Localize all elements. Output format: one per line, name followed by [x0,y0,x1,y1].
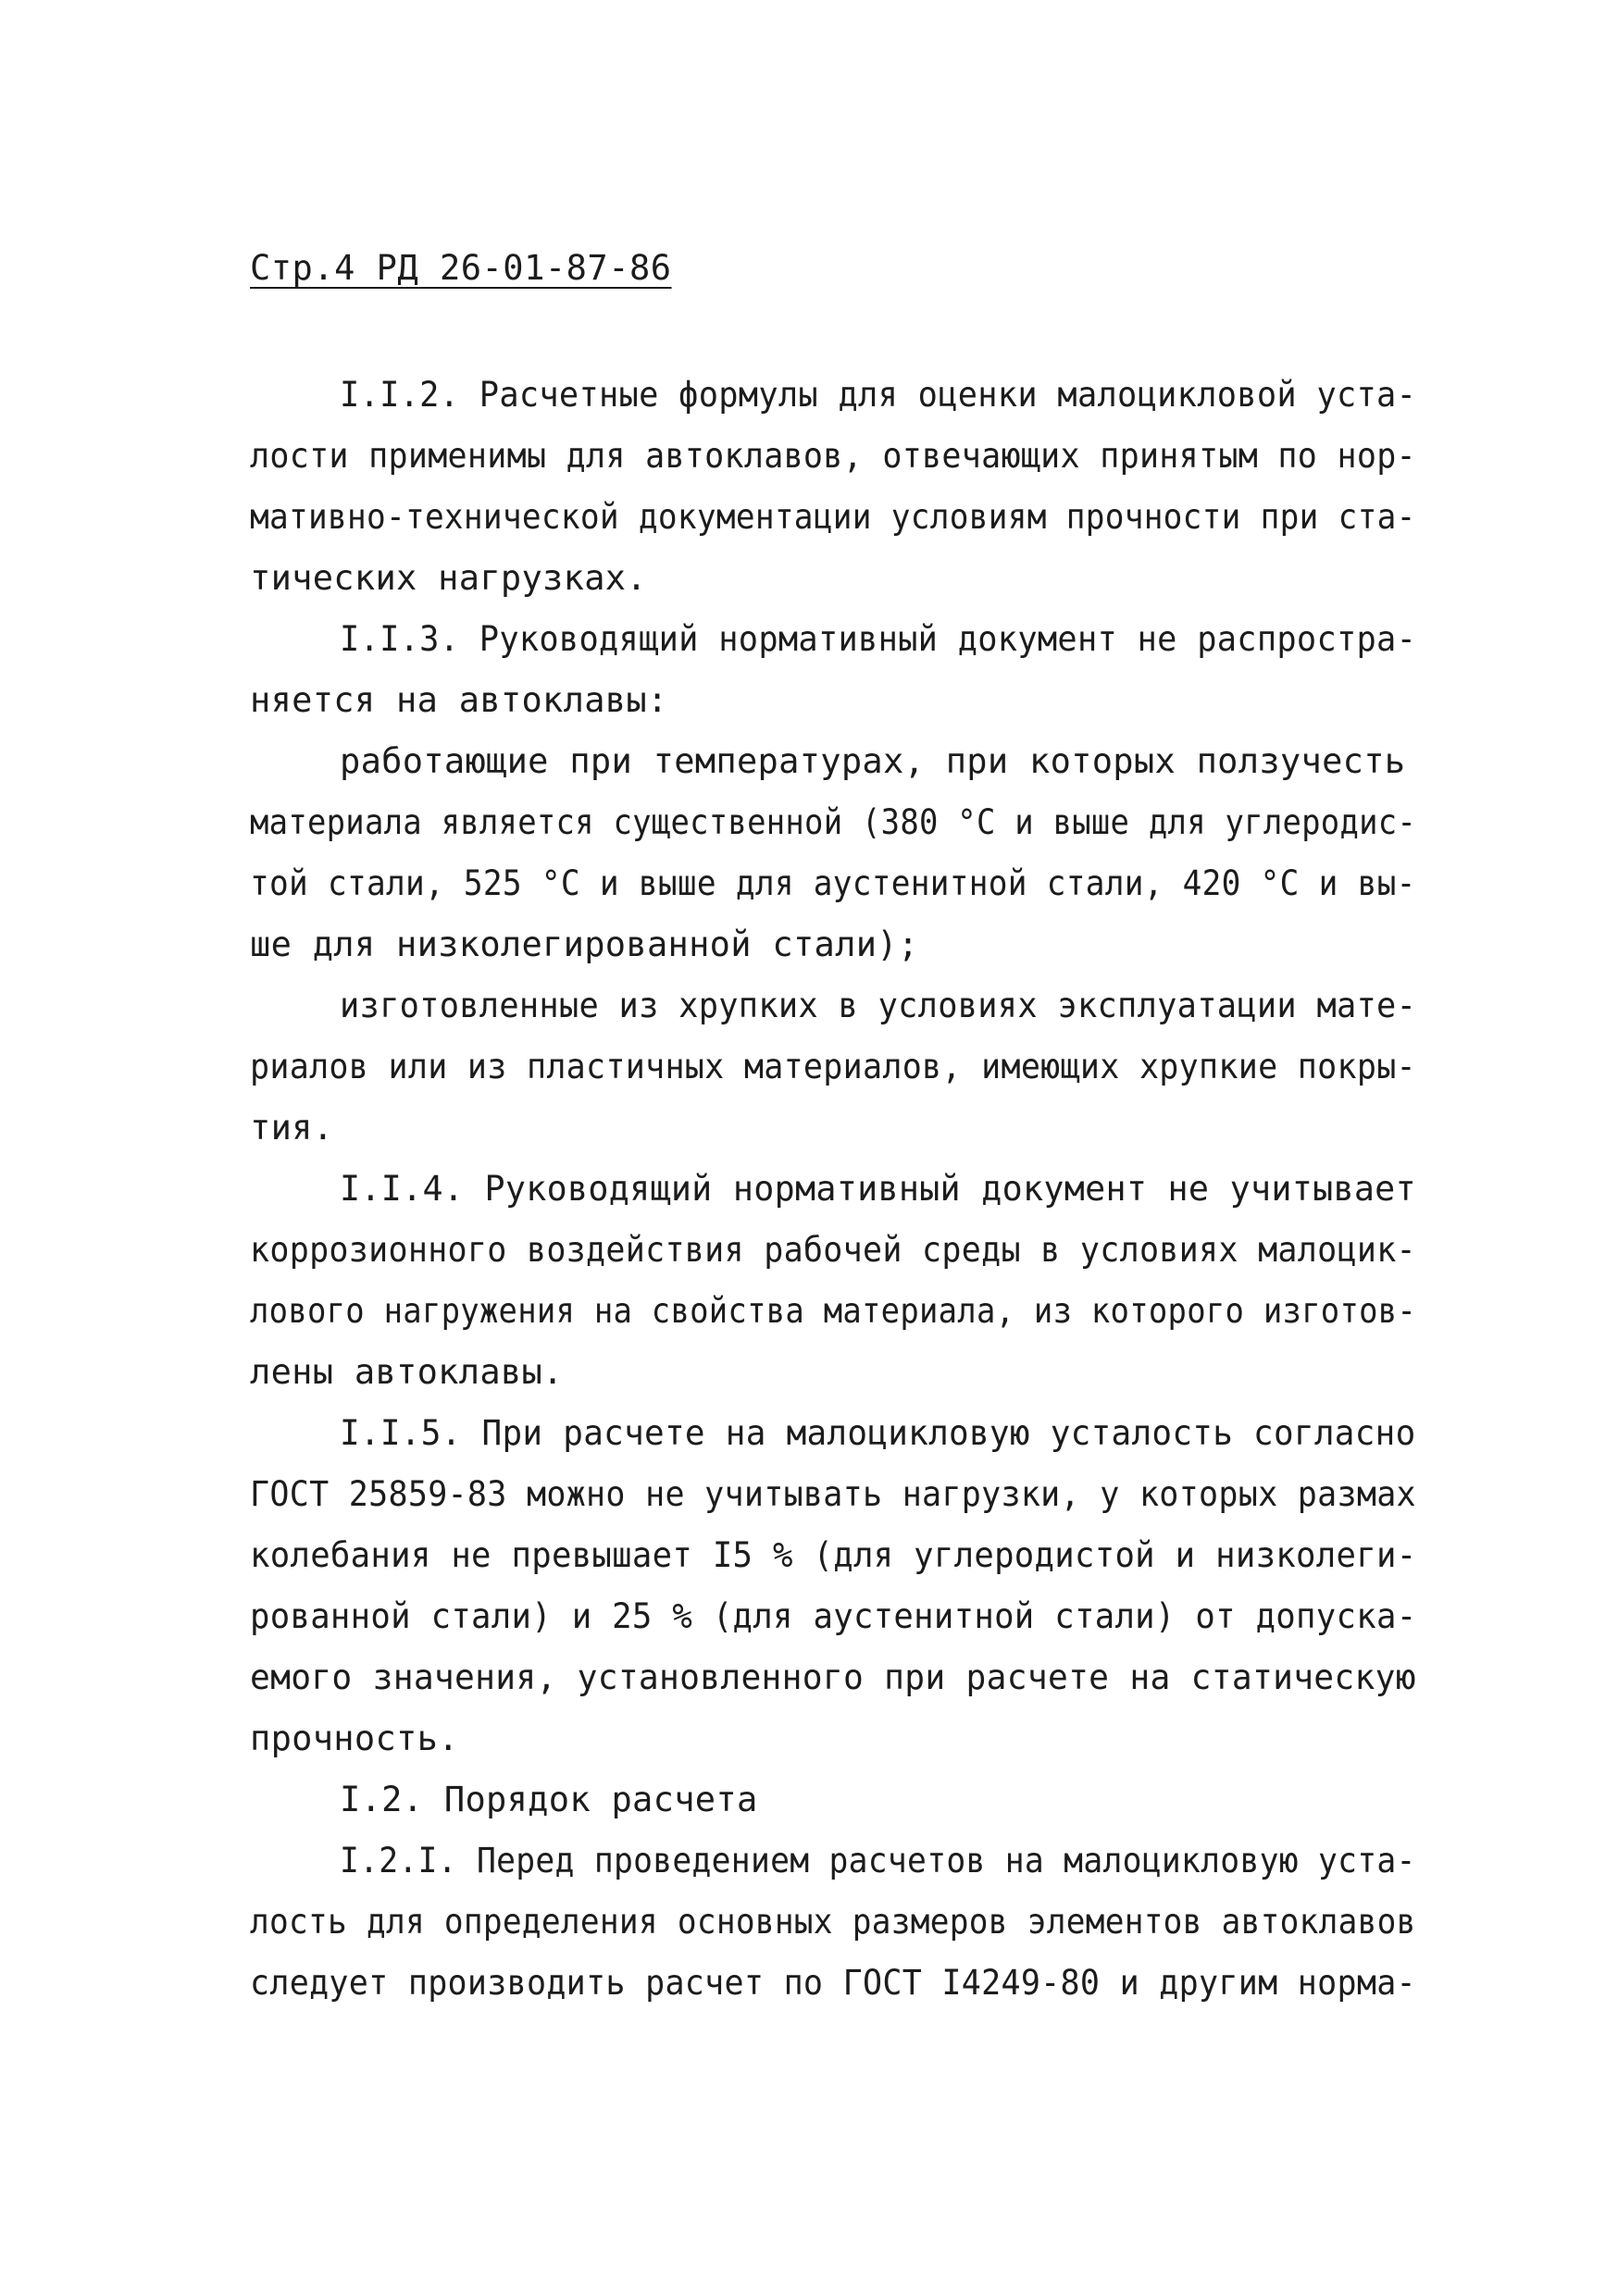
text-line: лового нагружения на свойства материала, из которого изготов- [250,1291,1417,1331]
text-line: лость для определения основных размеров элементов автоклавов [250,1902,1416,1942]
text-line: той стали, 525 °С и выше для аустенитной стали, 420 °С и вы- [250,863,1416,903]
text-line: материала является существенной (380 °С и выше для углеродис- [250,802,1417,842]
text-line: тия. [250,1108,334,1148]
text-line: ГОСТ 25859-83 можно не учитывать нагрузки, у которых размах [250,1474,1416,1514]
text-line: изготовленные из хрупких в условиях эксплуатации мате- [340,986,1417,1025]
text-line: I.2.I. Перед проведением расчетов на малоцикловую уста- [340,1841,1416,1880]
text-line: емого значения, установленного при расчете на статическую [250,1657,1416,1697]
text-line: следует производить расчет по ГОСТ I4249-80 и другим норма- [250,1963,1416,2003]
text-line: мативно-технической документации условиям прочности при ста- [250,497,1416,537]
text-line: коррозионного воздействия рабочей среды в условиях малоцик- [250,1230,1416,1270]
text-line: риалов или из пластичных материалов, имеющих хрупкие покры- [250,1047,1416,1086]
text-line: рованной стали) и 25 % (для аустенитной стали) от допуска- [250,1596,1417,1636]
text-line: ше для низколегированной стали); [250,925,919,964]
text-line: I.I.5. При расчете на малоцикловую усталость согласно [340,1413,1416,1453]
text-line: работающие при температурах, при которых ползучесть [340,741,1406,781]
text-line: колебания не превышает I5 % (для углеродистой и низколеги- [250,1535,1417,1575]
text-line: лости применимы для автоклавов, отвечающих принятым по нор- [250,436,1416,476]
text-line: I.I.2. Расчетные формулы для оценки малоцикловой уста- [340,375,1417,415]
page-header: Стр.4 РД 26-01-87-86 [250,248,672,288]
text-line: лены автоклавы. [250,1352,564,1392]
text-line: тических нагрузках. [250,558,647,598]
section-heading: I.2. Порядок расчета [340,1780,758,1819]
text-line: I.I.4. Руководящий нормативный документ не учитывает [340,1169,1416,1209]
text-line: няется на автоклавы: [250,680,668,720]
text-line: прочность. [250,1719,459,1758]
text-line: I.I.3. Руководящий нормативный документ не распростра- [340,619,1417,659]
